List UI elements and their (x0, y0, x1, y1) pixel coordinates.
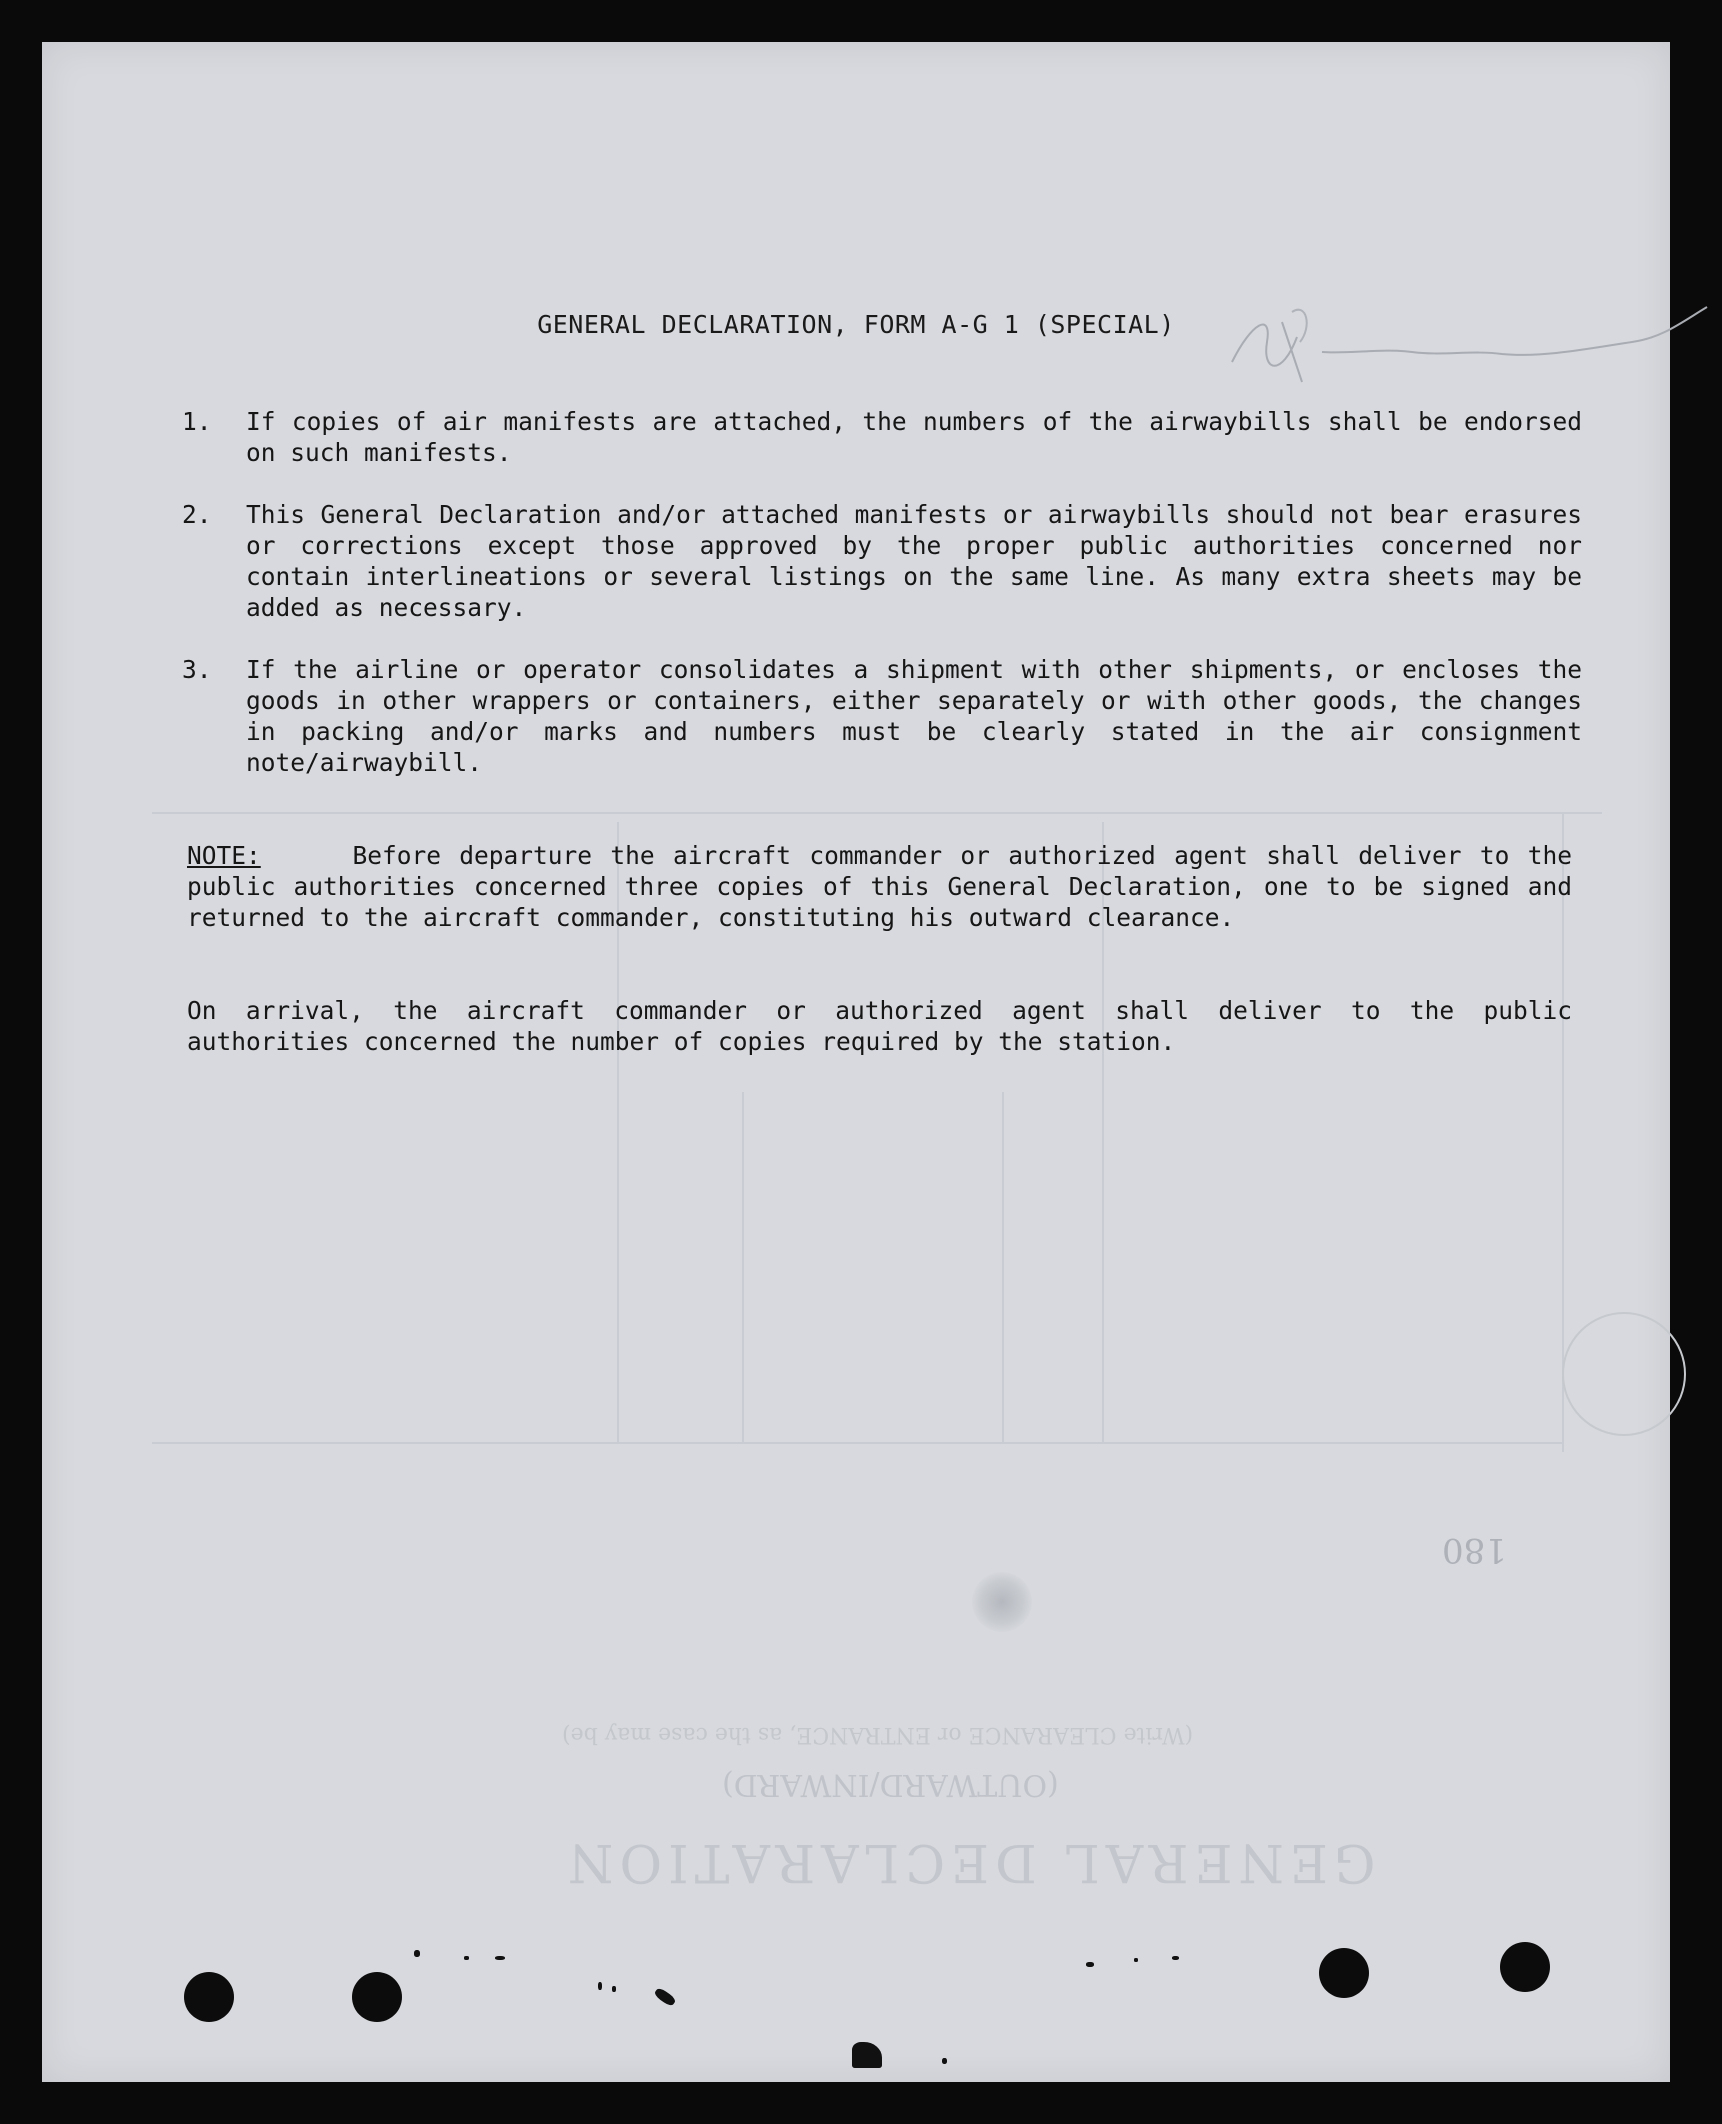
speck (852, 2042, 882, 2068)
bleed-through-subheading: (OUTWARD/INWARD) (722, 1767, 1059, 1802)
note-paragraph (187, 840, 1572, 933)
speck (612, 1986, 616, 1992)
note-label: NOTE: (187, 841, 261, 870)
speck (653, 1987, 677, 2008)
item-text: If copies of air manifests are attached, the numbers of the airwaybills shall be endorsed on such manifests. (246, 407, 1582, 467)
instruction-item (182, 499, 1582, 623)
bleed-through-rule (152, 812, 1602, 814)
punch-hole (184, 1972, 234, 2022)
instruction-item (182, 406, 1582, 468)
speck (464, 1956, 469, 1960)
document-page (42, 42, 1670, 2082)
item-number: 2. (182, 500, 212, 529)
bleed-through-page-number: 180 (1442, 1530, 1507, 1570)
item-text: This General Declaration and/or attached manifests or airwaybills should not bear erasures or corrections except those approved by the proper public authorities concerned nor contain interlineations or several listings on the same line. As many extra sheets may be added as necessary. (246, 500, 1582, 622)
item-text: If the airline or operator consolidates a shipment with other shipments, or encloses the goods in other wrappers or containers, either separately or with other goods, the changes in packing and/or marks and numbers must be clearly stated in the air consignment note/airwaybill. (246, 655, 1582, 777)
bleed-through-rule (152, 1442, 1562, 1444)
item-number: 1. (182, 407, 212, 436)
bleed-through-caption: (Write CLEARANCE or ENTRANCE, as the case may be) (562, 1722, 1194, 1747)
speck (1086, 1962, 1094, 1967)
smudge (972, 1572, 1032, 1632)
arrival-paragraph: On arrival, the aircraft commander or authorized agent shall deliver to the public authorities concerned the number of copies required by the station. (187, 996, 1572, 1056)
note-text: Before departure the aircraft commander or authorized agent shall deliver to the public authorities concerned three copies of this General Declaration, one to be signed and returned to the aircraft commander, constituting his outward clearance. (187, 841, 1572, 932)
form-title: GENERAL DECLARATION, FORM A-G 1 (SPECIAL) (537, 310, 1175, 339)
bleed-through-stamp (1562, 1312, 1686, 1436)
speck (1172, 1956, 1179, 1960)
speck (942, 2058, 947, 2064)
speck (495, 1956, 505, 1960)
bleed-through-heading: GENERAL DECLARATION (562, 1832, 1376, 1892)
punch-hole (352, 1972, 402, 2022)
speck (414, 1950, 420, 1957)
punch-hole (1500, 1942, 1550, 1992)
speck (598, 1982, 602, 1990)
instruction-item (182, 654, 1582, 778)
speck (1134, 1958, 1138, 1962)
bleed-through-rule (742, 1092, 744, 1442)
handwritten-signature (1212, 282, 1712, 402)
item-number: 3. (182, 655, 212, 684)
bleed-through-rule (1002, 1092, 1004, 1442)
punch-hole (1319, 1948, 1369, 1998)
